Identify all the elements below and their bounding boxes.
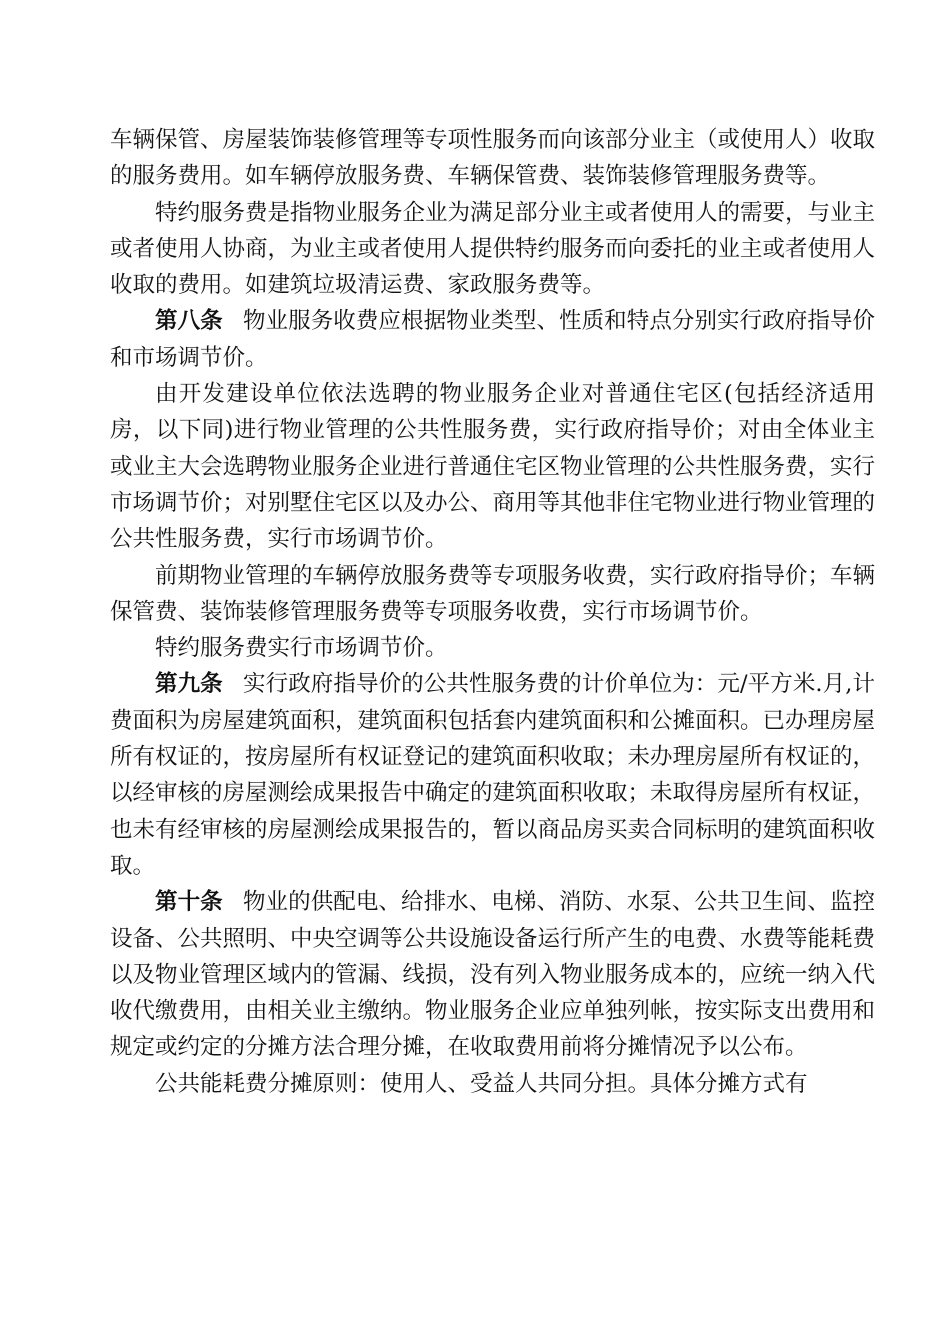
paragraph-text: 前期物业管理的车辆停放服务费等专项服务收费，实行政府指导价；车辆保管费、装饰装修管理服务费等专项服务收费，实行市场调节价。: [110, 562, 876, 625]
paragraph-1: [110, 122, 875, 195]
article-heading: 第八条: [155, 308, 223, 335]
paragraph-9: [110, 1066, 875, 1102]
paragraph-text: 公共能耗费分摊原则：使用人、受益人共同分担。具体分摊方式有: [155, 1070, 808, 1097]
paragraph-text: 实行政府指导价的公共性服务费的计价单位为：元/平方米.月,计费面积为房屋建筑面积，建筑面积包括套内建筑面积和公摊面积。已办理房屋所有权证的，按房屋所有权证登记的建筑面积收取；未办理房屋所有权证的，以经审核的房屋测绘成果报告中确定的建筑面积收取；未取得房屋所有权证，也未有经审核的房屋测绘成果报告的，暂以商品房买卖合同标明的建筑面积收取。: [110, 671, 876, 879]
article-heading: 第十条: [155, 889, 223, 916]
paragraph-4: [110, 376, 875, 557]
article-9-paragraph: [110, 666, 875, 884]
paragraph-text: 特约服务费实行市场调节价。: [155, 635, 448, 662]
paragraph-2: [110, 195, 875, 304]
paragraph-text: 特约服务费是指物业服务企业为满足部分业主或者使用人的需要，与业主或者使用人协商，为业主或者使用人提供特约服务而向委托的业主或者使用人收取的费用。如建筑垃圾清运费、家政服务费等。: [110, 199, 876, 299]
paragraph-5: [110, 558, 875, 631]
paragraph-text: 物业的供配电、给排水、电梯、消防、水泵、公共卫生间、监控设备、公共照明、中央空调等公共设施设备运行所产生的电费、水费等能耗费以及物业管理区域内的管漏、线损，没有列入物业服务成本的，应统一纳入代收代缴费用，由相关业主缴纳。物业服务企业应单独列帐，按实际支出费用和规定或约定的分摊方法合理分摊，在收取费用前将分摊情况予以公布。: [110, 889, 876, 1061]
document-page: [110, 122, 875, 1102]
paragraph-6: [110, 630, 875, 666]
paragraph-text: 物业服务收费应根据物业类型、性质和特点分别实行政府指导价和市场调节价。: [110, 308, 875, 371]
article-8-paragraph: [110, 303, 875, 376]
article-heading: 第九条: [155, 671, 223, 698]
article-10-paragraph: [110, 884, 875, 1065]
paragraph-text: 车辆保管、房屋装饰装修管理等专项性服务而向该部分业主（或使用人）收取的服务费用。如车辆停放服务费、车辆保管费、装饰装修管理服务费等。: [110, 127, 876, 190]
paragraph-text: 由开发建设单位依法选聘的物业服务企业对普通住宅区(包括经济适用房，以下同)进行物业管理的公共性服务费，实行政府指导价；对由全体业主或业主大会选聘物业服务企业进行普通住宅区物业管理的公共性服务费，实行市场调节价；对别墅住宅区以及办公、商用等其他非住宅物业进行物业管理的公共性服务费，实行市场调节价。: [110, 381, 876, 553]
